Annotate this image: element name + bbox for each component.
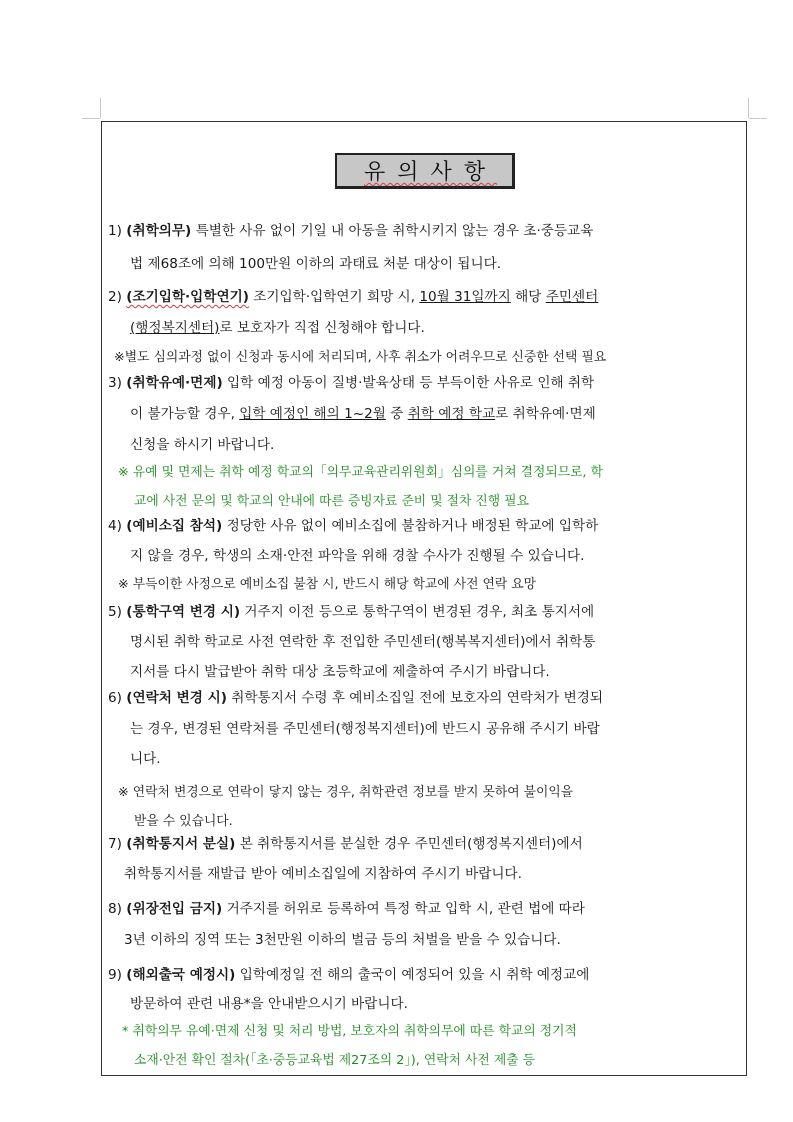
item-2-line-2 xyxy=(130,318,425,338)
item-heading: (위장전입 금지) xyxy=(126,901,223,917)
item-text: 취학통지서를 재발급 받아 예비소집일에 지참하여 주시기 바랍니다. xyxy=(124,866,522,882)
item-text: 로 취학유예·면제 xyxy=(495,406,596,422)
item-text: 입학예정일 전 해의 출국이 예정되어 있을 시 취학 예정교에 xyxy=(239,967,590,983)
item-text-underlined: (행정복지센터) xyxy=(130,320,220,336)
item-text: 해당 xyxy=(515,289,542,305)
item-text: 는 경우, 변경된 연락처를 주민센터(행정복지센터)에 반드시 공유해 주시기 바랍 xyxy=(130,721,600,737)
item-text-underlined: 취학 예정 학교 xyxy=(407,406,496,422)
item-text: 거주지 이전 등으로 통학구역이 변경된 경우, 최초 통지서에 xyxy=(244,604,595,620)
note-text: 소재·안전 확인 절차(「초·중등교육법 제27조의 2」), 연락처 사전 제출 등 xyxy=(134,1053,535,1068)
item-text: 입학 예정 아동이 질병·발육상태 등 부득이한 사유로 인해 취학 xyxy=(227,375,595,391)
item-6-line-2 xyxy=(130,719,600,739)
item-text: 지 않을 경우, 학생의 소재·안전 파악을 위해 경찰 수사가 진행될 수 있습니다. xyxy=(130,548,585,564)
item-4-note xyxy=(118,575,536,595)
item-1-line-2 xyxy=(130,254,501,274)
item-heading: (취학유예·면제) xyxy=(126,375,223,391)
item-text: 특별한 사유 없이 기일 내 아동을 취학시키지 않는 경우 초·중등교육 xyxy=(195,223,594,239)
item-text: 방문하여 관련 내용*을 안내받으시기 바랍니다. xyxy=(130,996,408,1012)
item-5-line-1 xyxy=(108,602,594,622)
item-9-line-1 xyxy=(108,965,589,985)
item-5-line-3 xyxy=(130,662,550,682)
item-number: 8) xyxy=(108,901,122,917)
item-2-note xyxy=(114,348,606,368)
item-number: 5) xyxy=(108,604,122,620)
item-text: 3년 이하의 징역 또는 3천만원 이하의 벌금 등의 처벌을 받을 수 있습니다. xyxy=(124,932,561,948)
note-text: ※ 연락처 변경으로 연락이 닿지 않는 경우, 취학관련 정보를 받지 못하여 불이익을 xyxy=(118,785,574,800)
corner-mark xyxy=(748,98,749,118)
item-text: 니다. xyxy=(130,751,161,767)
item-number: 1) xyxy=(108,223,122,239)
item-text: 로 보호자가 직접 신청해야 합니다. xyxy=(219,320,425,336)
item-3-line-3 xyxy=(130,435,274,455)
item-6-note-1 xyxy=(118,783,573,803)
note-text: ※ 부득이한 사정으로 예비소집 불참 시, 반드시 해당 학교에 사전 연락 요망 xyxy=(118,577,537,592)
item-heading: (연락처 변경 시) xyxy=(126,690,227,706)
item-text-underlined: 10월 31일까지 xyxy=(419,289,511,305)
item-text-underlined: 입학 예정인 해의 1~2월 xyxy=(239,406,386,422)
item-text: 이 불가능할 경우, xyxy=(130,406,235,422)
item-number: 6) xyxy=(108,690,122,706)
item-3-note-2 xyxy=(134,492,529,512)
item-8-line-2 xyxy=(124,930,561,950)
corner-mark xyxy=(82,118,100,119)
item-3-line-1 xyxy=(108,373,594,393)
item-heading: (통학구역 변경 시) xyxy=(126,604,241,620)
item-2-line-1 xyxy=(108,287,598,307)
item-text: 지서를 다시 발급받아 취학 대상 초등학교에 제출하여 주시기 바랍니다. xyxy=(130,664,550,680)
item-6-line-1 xyxy=(108,688,603,708)
item-text: 본 취학통지서를 분실한 경우 주민센터(행정복지센터)에서 xyxy=(239,836,583,852)
item-heading: (취학통지서 분실) xyxy=(126,836,236,852)
item-6-line-3 xyxy=(130,749,161,769)
item-8-line-1 xyxy=(108,899,585,919)
item-text: 명시된 취학 학교로 사전 연락한 후 전입한 주민센터(행복복지센터)에서 취학통 xyxy=(130,634,596,650)
corner-mark xyxy=(749,118,767,119)
item-text: 신청을 하시기 바랍니다. xyxy=(130,437,275,453)
item-text: 거주지를 허위로 등록하여 특정 학교 입학 시, 관련 법에 따라 xyxy=(226,901,585,917)
item-text: 법 제68조에 의해 100만원 이하의 과태료 처분 대상이 됩니다. xyxy=(130,256,502,272)
item-text: 취학통지서 수령 후 예비소집일 전에 보호자의 연락처가 변경되 xyxy=(231,690,603,706)
item-number: 4) xyxy=(108,518,122,534)
item-9-note-2 xyxy=(134,1051,535,1071)
item-3-line-2 xyxy=(130,404,596,424)
item-text: 조기입학·입학연기 희망 시, xyxy=(253,289,415,305)
item-text: 정당한 사유 없이 예비소집에 불참하거나 배정된 학교에 입학하 xyxy=(226,518,599,534)
item-7-line-1 xyxy=(108,834,583,854)
item-heading: (해외출국 예정시) xyxy=(126,967,236,983)
item-4-line-1 xyxy=(108,516,598,536)
item-number: 7) xyxy=(108,836,122,852)
page-title xyxy=(335,153,515,189)
item-text: 중 xyxy=(390,406,404,422)
item-4-line-2 xyxy=(130,546,584,566)
note-text: ※별도 심의과정 없이 신청과 동시에 처리되며, 사후 취소가 어려우므로 신중한 선택 필요 xyxy=(114,350,607,365)
item-9-note-1 xyxy=(122,1022,577,1042)
item-9-line-2 xyxy=(130,994,408,1014)
title-text: 유의사항 xyxy=(363,160,497,185)
item-number: 3) xyxy=(108,375,122,391)
item-heading: (취학의무) xyxy=(126,223,192,239)
note-text: 받을 수 있습니다. xyxy=(134,814,233,829)
corner-mark xyxy=(100,98,101,118)
item-7-line-2 xyxy=(124,864,522,884)
item-number: 2) xyxy=(108,289,122,305)
item-number: 9) xyxy=(108,967,122,983)
item-6-note-2 xyxy=(134,812,233,832)
note-text: * 취학의무 유예·면제 신청 및 처리 방법, 보호자의 취학의무에 따른 학교의 정기적 xyxy=(122,1024,577,1039)
note-text: ※ 유예 및 면제는 취학 예정 학교의「의무교육관리위원회」심의를 거쳐 결정되므로, 학 xyxy=(118,465,603,480)
item-heading: (조기입학·입학연기) xyxy=(126,289,249,305)
item-5-line-2 xyxy=(130,632,595,652)
note-text: 교에 사전 문의 및 학교의 안내에 따른 증빙자료 준비 및 절차 진행 필요 xyxy=(134,494,529,509)
item-text-underlined: 주민센터 xyxy=(545,289,599,305)
item-heading: (예비소집 참석) xyxy=(126,518,223,534)
item-3-note-1 xyxy=(118,463,603,483)
item-1-line-1 xyxy=(108,221,593,241)
